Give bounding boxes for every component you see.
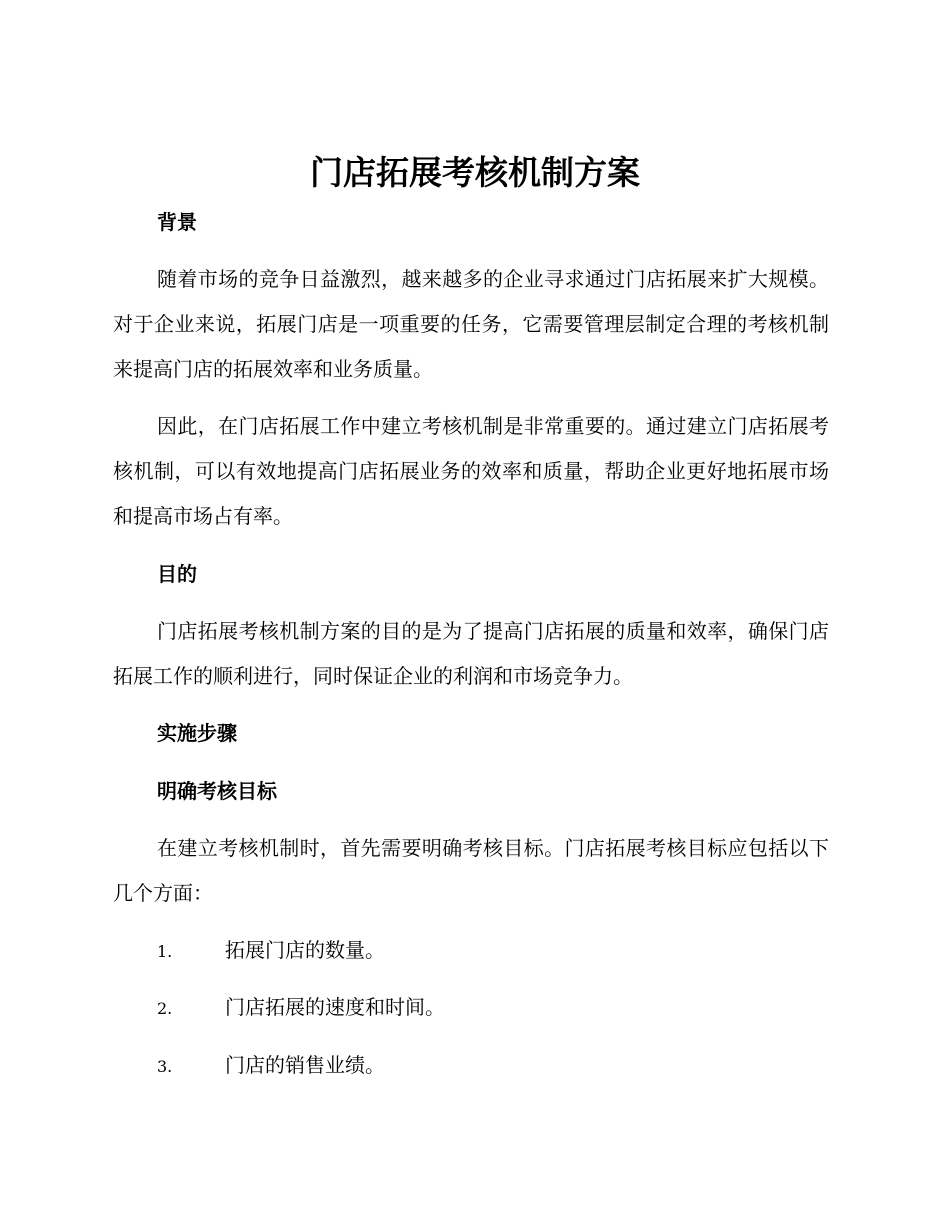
- list-item-number: 2.: [157, 999, 173, 1018]
- list-item-text: 门店拓展的速度和时间。: [225, 995, 445, 1019]
- list-item-number: 3.: [157, 1057, 173, 1076]
- paragraph-background-2: 因此，在门店拓展工作中建立考核机制是非常重要的。通过建立门店拓展考核机制，可以有效地提高门店拓展业务的效率和质量，帮助企业更好地拓展市场和提高市场占有率。: [113, 414, 829, 528]
- paragraph-purpose-1: 门店拓展考核机制方案的目的是为了提高门店拓展的质量和效率，确保门店拓展工作的顺利进行，同时保证企业的利润和市场竞争力。: [113, 619, 829, 688]
- section-heading-purpose: 目的: [157, 562, 197, 586]
- list-item: [157, 993, 445, 1023]
- list-item: [157, 936, 385, 966]
- list-item-number: 1.: [157, 942, 173, 961]
- list-item: [157, 1051, 385, 1081]
- section-heading-goals: 明确考核目标: [157, 779, 277, 803]
- paragraph-goals-1: 在建立考核机制时，首先需要明确考核目标。门店拓展考核目标应包括以下几个方面：: [113, 836, 829, 905]
- list-item-text: 门店的销售业绩。: [225, 1053, 385, 1077]
- list-item-text: 拓展门店的数量。: [225, 938, 385, 962]
- paragraph-background-1: 随着市场的竞争日益激烈，越来越多的企业寻求通过门店拓展来扩大规模。对于企业来说，拓展门店是一项重要的任务，它需要管理层制定合理的考核机制来提高门店的拓展效率和业务质量。: [113, 267, 829, 381]
- section-heading-background: 背景: [157, 210, 197, 234]
- section-heading-steps: 实施步骤: [157, 721, 237, 745]
- document-title: 门店拓展考核机制方案: [310, 153, 640, 192]
